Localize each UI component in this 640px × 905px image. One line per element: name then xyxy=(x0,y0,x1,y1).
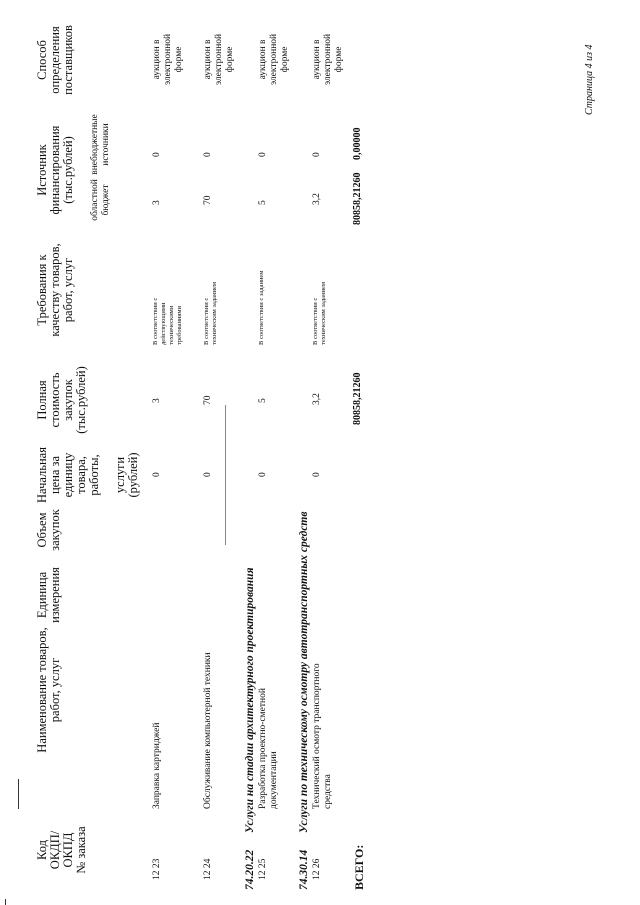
header-name: Наименование товаров, работ, услуг xyxy=(35,627,62,753)
section-title: Услуги по техническому осмотру автотранспортных средств xyxy=(298,511,310,833)
row-price: 0 xyxy=(152,472,162,477)
header-method: Способ определения поставщиков xyxy=(35,25,75,95)
row-regional: 3 xyxy=(152,200,162,205)
row-method: аукцион в электронной форме xyxy=(203,33,235,85)
row-method: аукцион в электронной форме xyxy=(258,33,290,85)
row-regional: 5 xyxy=(258,200,268,205)
row-cost: 3,2 xyxy=(312,393,322,405)
row-code: 12 26 xyxy=(312,858,322,880)
section-title: Услуги на стадии архитектурного проектирования xyxy=(244,567,256,833)
header-code: Код ОКДП/ ОКПД № заказа xyxy=(35,826,88,874)
total-regional: 80858,21260 xyxy=(352,172,363,225)
row-name: Технический осмотр транспортного средства xyxy=(312,663,333,809)
header-funding: Источник финансирования (тыс.рублей) xyxy=(35,125,75,215)
row-regional: 70 xyxy=(203,195,213,205)
section-code: 74.20.22 xyxy=(244,849,256,890)
header-funding-extra: внебюджетные источники xyxy=(90,114,111,175)
row-method: аукцион в электронной форме xyxy=(312,33,344,85)
row-method: аукцион в электронной форме xyxy=(152,33,184,85)
section-code: 74.30.14 xyxy=(298,849,310,890)
total-label: ВСЕГО: xyxy=(352,844,366,890)
row-requirements: В соответствии с техническим заданием xyxy=(312,281,327,345)
row-code: 12 23 xyxy=(152,858,162,880)
row-requirements: В соответствии с техническим заданием xyxy=(203,281,218,345)
scan-mark xyxy=(5,899,6,905)
row-extra: 0 xyxy=(152,152,162,157)
header-unit: Единица измерения xyxy=(35,567,62,623)
header-requirements: Требования к качеству товаров, работ, услуг xyxy=(35,243,75,337)
header-cost: Полная стоимость закупок (тыс.рублей) xyxy=(35,366,88,434)
header-funding-regional: областной бюджет xyxy=(90,179,111,221)
row-price: 0 xyxy=(203,472,213,477)
header-volume: Объем закупок xyxy=(35,509,62,551)
page-number: Страница 4 из 4 xyxy=(584,44,595,115)
row-extra: 0 xyxy=(312,152,322,157)
row-price: 0 xyxy=(312,472,322,477)
row-requirements: В соответствии с действующими техническими требованиями xyxy=(152,297,183,345)
row-cost: 5 xyxy=(258,398,268,403)
row-code: 12 25 xyxy=(258,858,268,880)
row-name: Заправка картриджей xyxy=(152,722,162,809)
row-extra: 0 xyxy=(258,152,268,157)
row-extra: 0 xyxy=(203,152,213,157)
row-cost: 3 xyxy=(152,398,162,403)
total-extra: 0,00000 xyxy=(352,127,363,160)
header-price: Начальная цена за единицу товара, работы, услуги (рублей) xyxy=(35,447,140,503)
row-requirements: В соответствии с заданием xyxy=(258,270,265,345)
total-cost: 80858,21260 xyxy=(352,372,363,425)
row-name: Разработка проектно-сметной документации xyxy=(258,688,279,809)
row-cost: 70 xyxy=(203,395,213,405)
scan-mark xyxy=(225,405,226,545)
row-regional: 3,2 xyxy=(312,193,322,205)
scan-mark xyxy=(18,779,19,809)
row-code: 12 24 xyxy=(203,858,213,880)
row-price: 0 xyxy=(258,472,268,477)
row-name: Обслуживание компьютерной техники xyxy=(203,652,213,809)
